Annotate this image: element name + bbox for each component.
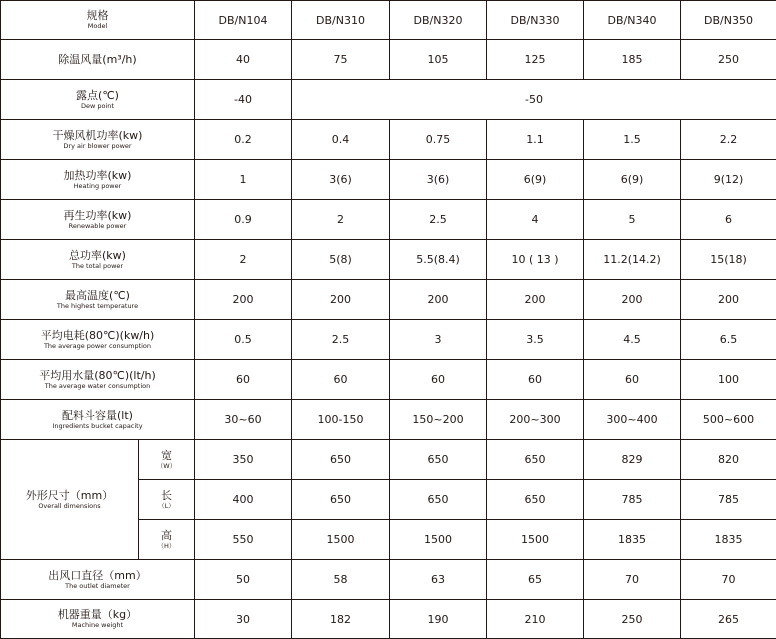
row-label-en: The highest temperature — [56, 301, 139, 310]
dims-label — [1, 440, 139, 560]
value-cell: 60 — [292, 360, 390, 400]
value-cell: 2 — [195, 240, 292, 280]
value-cell: 40 — [195, 40, 292, 80]
row-label — [1, 280, 195, 320]
value-cell: 11.2(14.2) — [584, 240, 681, 280]
row-label-en: Ingredients bucket capacity — [52, 421, 143, 430]
row-label — [1, 240, 195, 280]
length-label: 长 — [161, 488, 172, 502]
value-cell: 785 — [681, 480, 776, 520]
value-cell: 4.5 — [584, 320, 681, 360]
model-header: DB/N104 — [195, 1, 292, 40]
value-cell: 10 ( 13 ) — [487, 240, 584, 280]
value-cell: 15(18) — [681, 240, 776, 280]
value-cell: 650 — [292, 480, 390, 520]
value-cell: 5(8) — [292, 240, 390, 280]
value-cell: 30 — [195, 600, 292, 639]
value-cell: 829 — [584, 440, 681, 480]
value-cell: 4 — [487, 200, 584, 240]
value-cell: 3(6) — [292, 160, 390, 200]
value-cell: 785 — [584, 480, 681, 520]
renew-row — [1, 200, 776, 240]
row-label — [1, 360, 195, 400]
value-cell: 0.4 — [292, 120, 390, 160]
model-label: 规格 — [86, 9, 109, 22]
model-label-cell — [1, 1, 195, 40]
dims-width-row — [1, 440, 776, 480]
value-cell: 6.5 — [681, 320, 776, 360]
value-cell: 820 — [681, 440, 776, 480]
value-cell: 1.5 — [584, 120, 681, 160]
value-cell: 500~600 — [681, 400, 776, 440]
row-label-en: Machine weight — [71, 621, 124, 629]
length-label-en: （L） — [158, 501, 175, 510]
dims-sub-label — [139, 480, 195, 520]
value-cell: 3.5 — [487, 320, 584, 360]
value-cell: 75 — [292, 40, 390, 80]
value-cell: 100 — [681, 360, 776, 400]
value-cell: 200 — [584, 280, 681, 320]
value-cell: 1.1 — [487, 120, 584, 160]
value-cell: 0.75 — [390, 120, 487, 160]
row-label — [1, 200, 195, 240]
value-cell: 1835 — [584, 520, 681, 560]
value-cell: 50 — [195, 560, 292, 600]
value-cell: 2 — [292, 200, 390, 240]
outlet-row — [1, 560, 776, 600]
value-cell: 185 — [584, 40, 681, 80]
value-cell: -40 — [195, 80, 292, 120]
value-cell: 265 — [681, 600, 776, 639]
value-cell: 200 — [487, 280, 584, 320]
row-label-cn: 除温风量(m³/h) — [58, 53, 137, 66]
value-cell: 3 — [390, 320, 487, 360]
value-cell: 0.9 — [195, 200, 292, 240]
value-cell: 105 — [390, 40, 487, 80]
model-header: DB/N310 — [292, 1, 390, 40]
row-label-cn: 出风口直径（mm） — [48, 568, 147, 582]
value-cell: 1835 — [681, 520, 776, 560]
height-label-en: （H） — [157, 541, 176, 550]
value-cell: 210 — [487, 600, 584, 639]
row-label-en: Dry air blower power — [63, 141, 132, 150]
dims-sub-label — [139, 520, 195, 560]
value-cell: 6 — [681, 200, 776, 240]
watercons-row — [1, 360, 776, 400]
value-cell: 300~400 — [584, 400, 681, 440]
value-cell: 1500 — [487, 520, 584, 560]
value-cell: 190 — [390, 600, 487, 639]
row-label — [1, 320, 195, 360]
value-cell: 650 — [292, 440, 390, 480]
value-cell: 200 — [390, 280, 487, 320]
value-cell: 60 — [195, 360, 292, 400]
value-cell: 250 — [584, 600, 681, 639]
value-cell: 182 — [292, 600, 390, 639]
row-label-cn: 加热功率(kw) — [63, 168, 132, 182]
value-cell: 9(12) — [681, 160, 776, 200]
value-cell: 2.2 — [681, 120, 776, 160]
value-cell: 1500 — [292, 520, 390, 560]
row-label-en: Overall dimensions — [38, 501, 101, 510]
header-row — [1, 1, 776, 40]
row-label-cn: 干燥风机功率(kw) — [52, 128, 143, 142]
value-cell: 2.5 — [390, 200, 487, 240]
value-cell: 125 — [487, 40, 584, 80]
row-label-cn: 外形尺寸（mm） — [25, 488, 114, 502]
value-cell: 63 — [390, 560, 487, 600]
model-header: DB/N320 — [390, 1, 487, 40]
blower-row — [1, 120, 776, 160]
row-label-en: The average power consumption — [43, 341, 152, 350]
value-cell: 58 — [292, 560, 390, 600]
value-cell: 200~300 — [487, 400, 584, 440]
row-label — [1, 400, 195, 440]
value-cell: 70 — [681, 560, 776, 600]
row-label — [1, 160, 195, 200]
value-cell: 150~200 — [390, 400, 487, 440]
row-label-en: Heating power — [73, 181, 122, 190]
total-row — [1, 240, 776, 280]
row-label-cn: 配料斗容量(lt) — [62, 408, 133, 422]
row-label-cn: 再生功率(kw) — [63, 208, 132, 222]
row-label-cn: 总功率(kw) — [69, 248, 126, 262]
heating-row — [1, 160, 776, 200]
model-header: DB/N350 — [681, 1, 776, 40]
value-cell: 200 — [292, 280, 390, 320]
value-cell: 5.5(8.4) — [390, 240, 487, 280]
value-cell: 1 — [195, 160, 292, 200]
bucket-row — [1, 400, 776, 440]
row-label — [1, 600, 195, 639]
row-label-cn: 平均电耗(80℃)(kw/h) — [40, 328, 155, 342]
value-cell: 60 — [487, 360, 584, 400]
row-label — [1, 120, 195, 160]
model-label-en: Model — [87, 22, 108, 30]
row-label-cn: 露点(℃) — [76, 88, 119, 102]
width-label: 宽 — [161, 448, 172, 462]
value-cell: 0.5 — [195, 320, 292, 360]
value-cell: 0.2 — [195, 120, 292, 160]
value-cell: 250 — [681, 40, 776, 80]
weight-row — [1, 600, 776, 639]
powercons-row — [1, 320, 776, 360]
height-label: 高 — [161, 528, 172, 542]
value-cell: 65 — [487, 560, 584, 600]
model-header: DB/N330 — [487, 1, 584, 40]
row-label-en: The average water consumption — [44, 381, 151, 390]
value-cell: 350 — [195, 440, 292, 480]
row-label — [1, 80, 195, 120]
row-label-cn: 平均用水量(80℃)(lt/h) — [39, 368, 156, 382]
value-cell: 550 — [195, 520, 292, 560]
row-label-en: The outlet diameter — [65, 581, 130, 590]
value-cell: 200 — [681, 280, 776, 320]
value-cell: 2.5 — [292, 320, 390, 360]
model-header: DB/N340 — [584, 1, 681, 40]
value-cell: 650 — [487, 440, 584, 480]
row-label-en: Renewable power — [68, 221, 127, 230]
value-cell: 70 — [584, 560, 681, 600]
value-cell: 1500 — [390, 520, 487, 560]
row-label-en: The total power — [71, 261, 124, 270]
row-label — [1, 560, 195, 600]
value-cell: 650 — [390, 480, 487, 520]
width-label-en: （W） — [156, 461, 177, 470]
row-label — [1, 40, 195, 80]
row-label-cn: 最高温度(℃) — [65, 288, 130, 302]
value-cell-merged: -50 — [292, 80, 776, 120]
value-cell: 60 — [390, 360, 487, 400]
dehumid-row — [1, 40, 776, 80]
dims-sub-label — [139, 440, 195, 480]
value-cell: 5 — [584, 200, 681, 240]
row-label-en: Dew point — [81, 101, 114, 110]
value-cell: 60 — [584, 360, 681, 400]
row-label-cn: 机器重量（kg） — [57, 608, 138, 621]
value-cell: 30~60 — [195, 400, 292, 440]
maxtemp-row — [1, 280, 776, 320]
value-cell: 650 — [487, 480, 584, 520]
value-cell: 650 — [390, 440, 487, 480]
value-cell: 6(9) — [487, 160, 584, 200]
value-cell: 3(6) — [390, 160, 487, 200]
dew-row — [1, 80, 776, 120]
value-cell: 200 — [195, 280, 292, 320]
value-cell: 400 — [195, 480, 292, 520]
value-cell: 6(9) — [584, 160, 681, 200]
value-cell: 100-150 — [292, 400, 390, 440]
